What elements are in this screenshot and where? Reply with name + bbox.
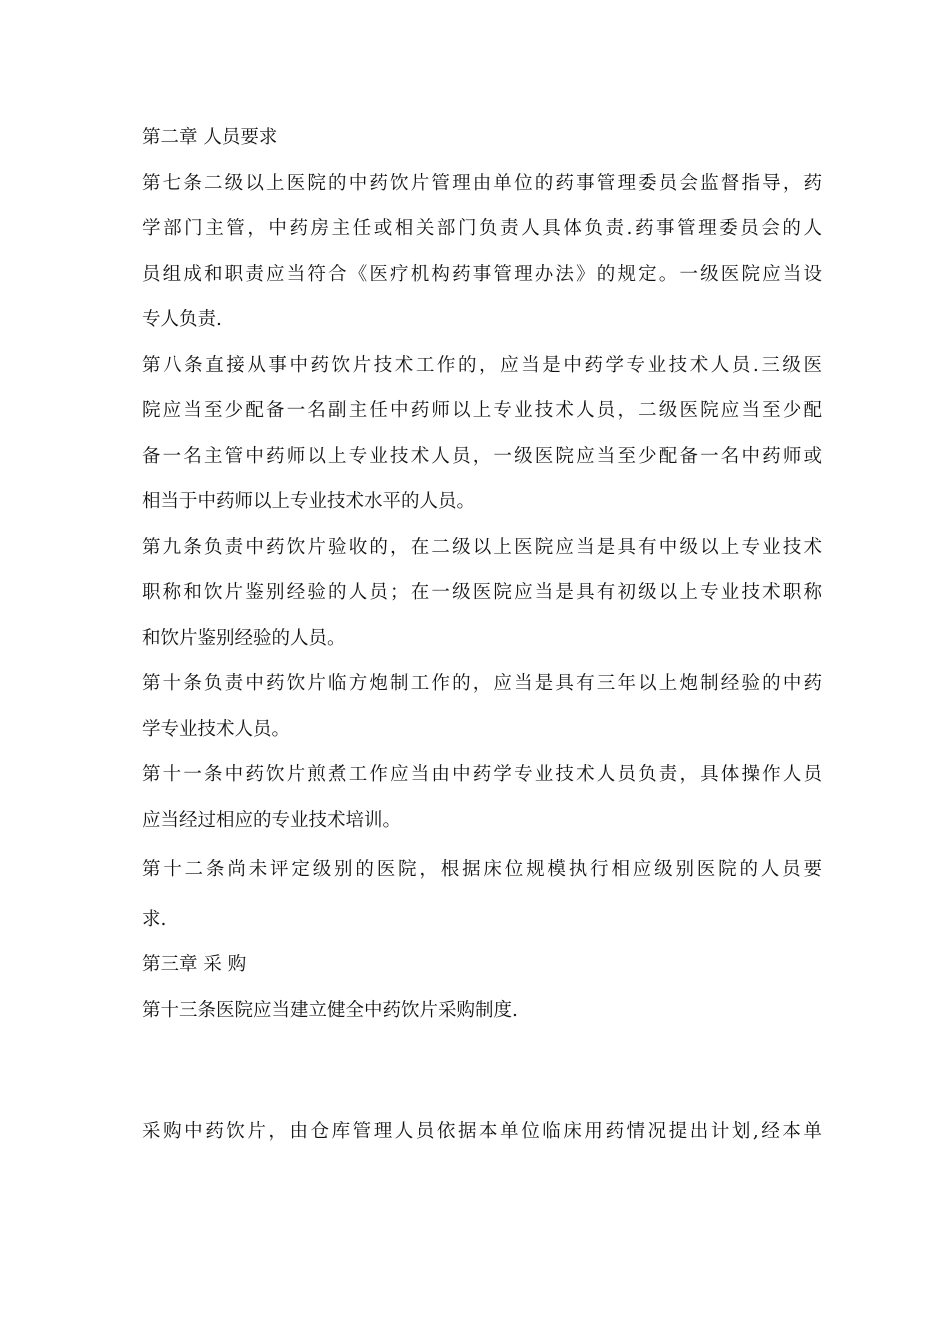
text-line: 第十三条医院应当建立健全中药饮片采购制度. [142, 999, 518, 1021]
text-line: 专人负责. [142, 309, 222, 330]
text-line: 相当于中药师以上专业技术水平的人员。 [142, 491, 476, 512]
text-line: 第七条二级以上医院的中药饮片管理由单位的药事管理委员会监督指导，药 [142, 172, 822, 194]
text-line: 院应当至少配备一名副主任中药师以上专业技术人员，二级医院应当至少配 [142, 400, 822, 421]
text-line: 第十条负责中药饮片临方炮制工作的，应当是具有三年以上炮制经验的中药 [142, 673, 822, 694]
text-line: 应当经过相应的专业技术培训。 [142, 809, 402, 831]
text-line: 和饮片鉴别经验的人员。 [142, 627, 346, 649]
text-line: 学专业技术人员。 [142, 718, 291, 740]
document-body [142, 115, 822, 1155]
text-line: 备一名主管中药师以上专业技术人员，一级医院应当至少配备一名中药师或 [142, 445, 822, 467]
chapter-heading: 第二章 人员要求 [142, 127, 278, 148]
text-line: 第九条负责中药饮片验收的，在二级以上医院应当是具有中级以上专业技术 [142, 536, 822, 558]
text-line: 学部门主管，中药房主任或相关部门负责人具体负责.药事管理委员会的人 [142, 218, 822, 239]
blank-line [142, 1033, 822, 1109]
text-line: 第十一条中药饮片煎煮工作应当由中药学专业技术人员负责，具体操作人员 [142, 764, 822, 785]
text-line: 员组成和职责应当符合《医疗机构药事管理办法》的规定。一级医院应当设 [142, 263, 822, 285]
text-line: 第十二条尚未评定级别的医院，根据床位规模执行相应级别医院的人员要 [142, 859, 822, 880]
chapter-heading: 第三章 采 购 [142, 954, 247, 975]
text-line: 职称和饮片鉴别经验的人员；在一级医院应当是具有初级以上专业技术职称 [142, 582, 822, 603]
text-line: 求. [142, 908, 167, 930]
text-line: 第八条直接从事中药饮片技术工作的，应当是中药学专业技术人员.三级医 [142, 354, 822, 376]
text-line: 采购中药饮片，由仓库管理人员依据本单位临床用药情况提出计划,经本单 [142, 1121, 822, 1142]
